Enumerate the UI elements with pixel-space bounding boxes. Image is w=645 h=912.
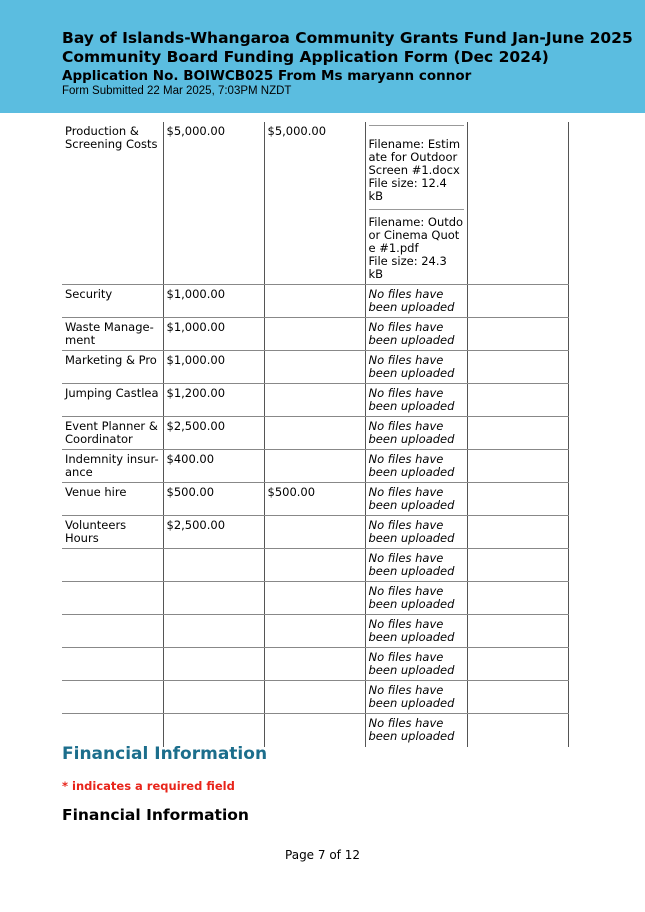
files-cell: No files have been uploaded	[365, 318, 467, 351]
table-row	[62, 483, 568, 516]
files-cell: No files have been uploaded	[365, 450, 467, 483]
extra-cell	[467, 450, 568, 483]
requested-cell	[264, 582, 365, 615]
item-cell: Marketing & Pro	[62, 351, 163, 384]
form-title-line2: Community Board Funding Application Form (Dec 2024)	[62, 48, 549, 66]
files-cell: No files have been uploaded	[365, 648, 467, 681]
item-cell	[62, 615, 163, 648]
files-cell: No files have been uploaded	[365, 549, 467, 582]
amount-cell: $1,000.00	[163, 351, 264, 384]
file-name[interactable]: Filename: Estimate for Outdoor Screen #1.docx	[368, 137, 461, 177]
extra-cell	[467, 483, 568, 516]
requested-cell	[264, 648, 365, 681]
table-row	[62, 318, 568, 351]
files-cell: No files have been uploaded	[365, 582, 467, 615]
table-row	[62, 615, 568, 648]
table-row	[62, 648, 568, 681]
extra-cell	[467, 648, 568, 681]
file-entry[interactable]	[369, 125, 464, 203]
item-cell: Event Planner & Coordinator	[62, 417, 163, 450]
table-row	[62, 681, 568, 714]
requested-cell	[264, 417, 365, 450]
extra-cell	[467, 582, 568, 615]
extra-cell	[467, 681, 568, 714]
item-cell: Jumping Castlea	[62, 384, 163, 417]
table-row	[62, 384, 568, 417]
files-cell: No files have been uploaded	[365, 516, 467, 549]
files-cell: No files have been uploaded	[365, 714, 467, 747]
extra-cell	[467, 351, 568, 384]
files-cell: No files have been uploaded	[365, 417, 467, 450]
extra-cell	[467, 417, 568, 450]
requested-cell	[264, 549, 365, 582]
amount-cell	[163, 582, 264, 615]
page-number: Page 7 of 12	[285, 848, 360, 862]
amount-cell: $1,000.00	[163, 285, 264, 318]
item-cell: Volunteers Hours	[62, 516, 163, 549]
files-cell	[365, 122, 467, 285]
requested-cell	[264, 318, 365, 351]
requested-cell	[264, 384, 365, 417]
amount-cell: $5,000.00	[163, 122, 264, 285]
files-cell: No files have been uploaded	[365, 681, 467, 714]
amount-cell: $400.00	[163, 450, 264, 483]
item-cell: Indemnity insur- ance	[62, 450, 163, 483]
page-header	[0, 0, 645, 113]
requested-cell	[264, 681, 365, 714]
extra-cell	[467, 714, 568, 747]
extra-cell	[467, 122, 568, 285]
table-row	[62, 122, 568, 285]
requested-cell	[264, 450, 365, 483]
extra-cell	[467, 285, 568, 318]
application-number: Application No. BOIWCB025 From Ms maryann connor	[62, 68, 472, 84]
amount-cell: $500.00	[163, 483, 264, 516]
requested-cell	[264, 516, 365, 549]
files-cell: No files have been uploaded	[365, 483, 467, 516]
item-cell: Security	[62, 285, 163, 318]
requested-cell: $500.00	[264, 483, 365, 516]
amount-cell	[163, 648, 264, 681]
table-row	[62, 417, 568, 450]
table-row	[62, 714, 568, 747]
item-cell	[62, 714, 163, 747]
table-row	[62, 582, 568, 615]
requested-cell	[264, 714, 365, 747]
amount-cell: $1,200.00	[163, 384, 264, 417]
table-row	[62, 450, 568, 483]
table-row	[62, 285, 568, 318]
item-cell: Production & Screening Costs	[62, 122, 163, 285]
amount-cell	[163, 549, 264, 582]
files-cell: No files have been uploaded	[365, 384, 467, 417]
amount-cell	[163, 615, 264, 648]
section-title: Financial Information	[62, 744, 268, 764]
table-row	[62, 351, 568, 384]
required-field-note: * indicates a required field	[62, 779, 235, 793]
table-row	[62, 516, 568, 549]
amount-cell: $2,500.00	[163, 516, 264, 549]
form-title-line1: Bay of Islands-Whangaroa Community Grants Fund Jan-June 2025	[62, 29, 633, 47]
budget-table	[62, 122, 569, 747]
item-cell	[62, 648, 163, 681]
file-size: File size: 24.3 kB	[368, 254, 447, 281]
file-entry[interactable]	[369, 209, 464, 281]
requested-cell	[264, 351, 365, 384]
extra-cell	[467, 384, 568, 417]
extra-cell	[467, 615, 568, 648]
amount-cell	[163, 714, 264, 747]
files-cell: No files have been uploaded	[365, 285, 467, 318]
item-cell	[62, 582, 163, 615]
table-row	[62, 549, 568, 582]
extra-cell	[467, 318, 568, 351]
item-cell: Waste Manage- ment	[62, 318, 163, 351]
extra-cell	[467, 516, 568, 549]
files-cell: No files have been uploaded	[365, 351, 467, 384]
submission-timestamp: Form Submitted 22 Mar 2025, 7:03PM NZDT	[62, 85, 292, 97]
requested-cell	[264, 615, 365, 648]
requested-cell	[264, 285, 365, 318]
file-size: File size: 12.4 kB	[368, 176, 447, 203]
file-name[interactable]: Filename: Outdoor Cinema Quote #1.pdf	[368, 215, 464, 255]
files-cell: No files have been uploaded	[365, 615, 467, 648]
amount-cell: $1,000.00	[163, 318, 264, 351]
item-cell: Venue hire	[62, 483, 163, 516]
item-cell	[62, 681, 163, 714]
item-cell	[62, 549, 163, 582]
subsection-title: Financial Information	[62, 806, 249, 824]
requested-cell: $5,000.00	[264, 122, 365, 285]
amount-cell	[163, 681, 264, 714]
amount-cell: $2,500.00	[163, 417, 264, 450]
extra-cell	[467, 549, 568, 582]
